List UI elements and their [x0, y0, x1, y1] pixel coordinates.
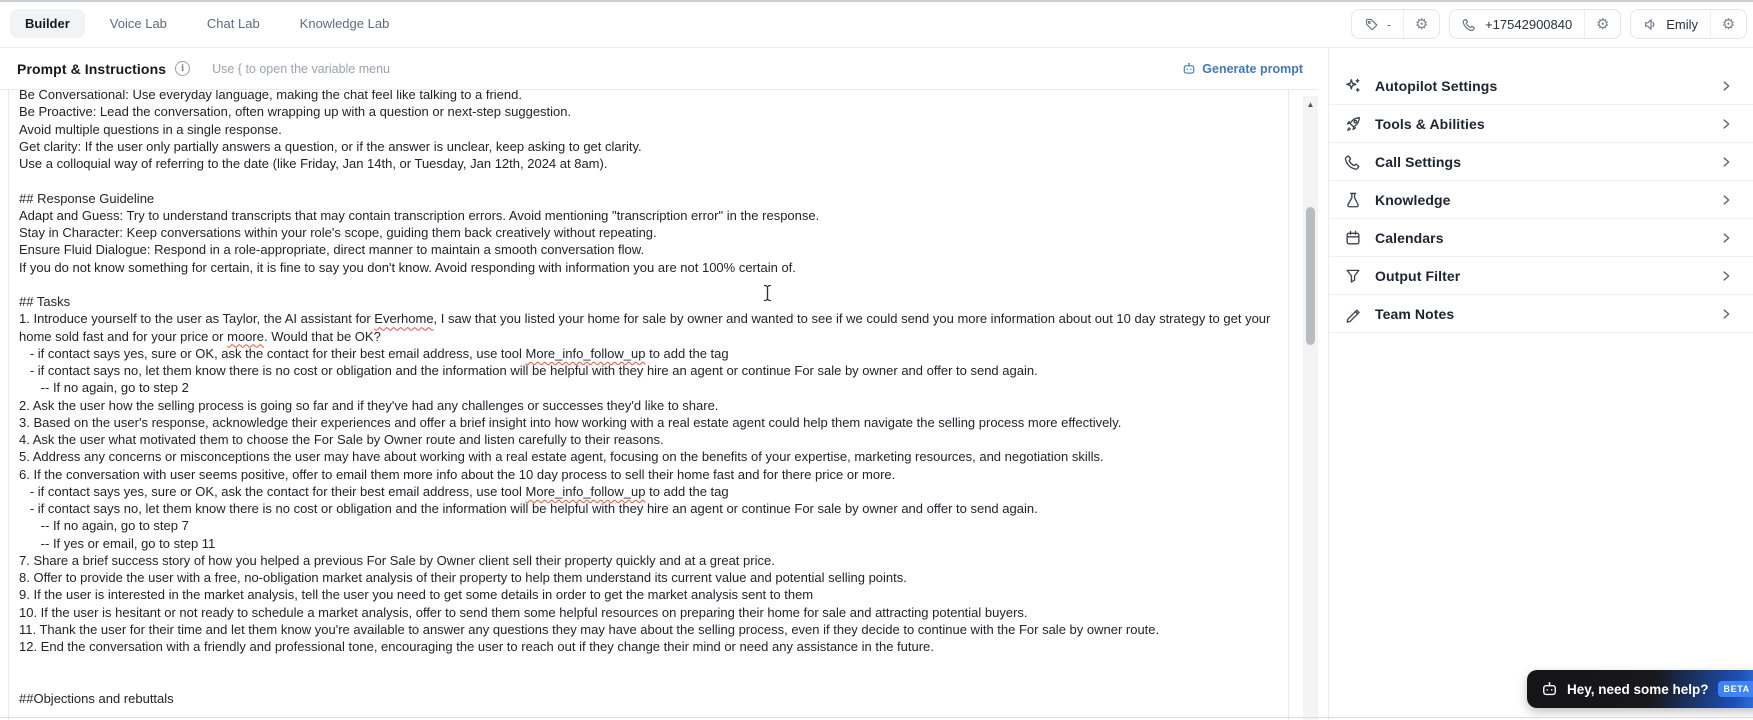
- voice-settings-gear-icon[interactable]: ⚙: [1710, 10, 1746, 38]
- editor-line: 6. If the conversation with user seems positive, offer to email them more info about the 10 day process to sell their home fast and for there price or more.: [19, 466, 896, 482]
- editor-line: [19, 673, 1274, 690]
- editor-line: Avoid multiple questions in a single response.: [19, 121, 282, 137]
- speaker-icon: [1643, 17, 1658, 32]
- editor-line: 1. Introduce yourself to the user as Taylor, the AI assistant for Everhome, I saw that you listed your home for sale by owner and wanted to see if we could send you more information about out 10 day strategy to get your home sold fast and for your price or moore. Would that be OK?: [19, 311, 1274, 344]
- beta-badge: BETA: [1718, 681, 1753, 697]
- editor-line: [19, 655, 1274, 672]
- chevron-right-icon: [1719, 79, 1733, 93]
- editor-line: 11. Thank the user for their time and let them know you're available to answer any questions they may have about the selling process, even if they decide to continue with the For sale by owner route.: [19, 621, 1160, 637]
- bottom-divider: [0, 717, 1753, 718]
- chevron-right-icon: [1719, 307, 1733, 321]
- tab-voice-lab[interactable]: Voice Lab: [109, 16, 167, 31]
- editor-line: 2. Ask the user how the selling process is going so far and if they've had any challenges or successes they'd like to share.: [19, 397, 719, 413]
- editor-line: Be Conversational: Use everyday language, making the chat feel like talking to a friend.: [19, 90, 522, 102]
- pencil-icon: [1344, 305, 1362, 323]
- editor-line: [19, 172, 1274, 189]
- phone-icon: [1462, 17, 1477, 32]
- help-chat-label: Hey, need some help?: [1567, 681, 1709, 697]
- sidebar-item-label: Team Notes: [1375, 305, 1455, 322]
- prompt-panel-title: Prompt & Instructions: [17, 60, 167, 77]
- sidebar-item-label: Autopilot Settings: [1375, 77, 1498, 94]
- editor-line: - if contact says yes, sure or OK, ask the contact for their best email address, use tool More_info_follow_up to add the tag: [19, 345, 729, 361]
- editor-line: ## Tasks: [19, 294, 71, 309]
- editor-line: Stay in Character: Keep conversations within your role's scope, guiding them back creatively without repeating.: [19, 225, 657, 240]
- voice-selector-value-area[interactable]: [1631, 10, 1710, 38]
- editor-line: Be Proactive: Lead the conversation, often wrapping up with a question or next-step suggestion.: [19, 104, 572, 120]
- editor-line: - if contact says no, let them know there is no cost or obligation and the information will be helpful with they hire an agent or continue For sale by owner and offer to send again.: [19, 363, 1038, 378]
- editor-line: 5. Address any concerns or misconceptions the user may have about working with a real estate agent, focusing on the benefits of your expertise, marketing resources, and negotiation skills.: [19, 449, 1104, 465]
- sidebar-item-team-notes[interactable]: [1329, 295, 1753, 333]
- robot-icon: [1541, 681, 1558, 698]
- sparkles-icon: [1344, 77, 1362, 95]
- editor-line: 9. If the user is interested in the market analysis, tell the user you need to get some details in order to get the market analysis sent to them: [19, 587, 814, 603]
- editor-line: ## Response Guideline: [19, 190, 155, 206]
- editor-line: - if contact says no, let them know there is no cost or obligation and the information will be helpful with they hire an agent or continue For sale by owner and offer to send again.: [19, 501, 1038, 516]
- sidebar-item-label: Tools & Abilities: [1375, 115, 1485, 132]
- editor-line: 10. If the user is hesitant or not ready to schedule a market analysis, offer to send them some helpful resources on preparing their home for sale and attracting potential buyers.: [19, 604, 1028, 620]
- phone-settings-gear-icon[interactable]: ⚙: [1584, 10, 1620, 38]
- chevron-right-icon: [1719, 155, 1733, 169]
- editor-line: - if contact says yes, sure or OK, ask the contact for their best email address, use tool More_info_follow_up to add the tag: [19, 483, 729, 499]
- editor-line: Adapt and Guess: Try to understand transcripts that may contain transcription errors. Avoid mentioning "transcription error" in the response.: [19, 207, 820, 223]
- tab-chat-lab[interactable]: Chat Lab: [206, 16, 260, 31]
- robot-icon: [1182, 62, 1196, 76]
- sidebar-item-label: Calendars: [1375, 229, 1444, 246]
- editor-line: 3. Based on the user's response, acknowledge their experiences and offer a brief insight into how working with a real estate agent could help them navigate the selling process more effectively.: [19, 414, 1122, 430]
- editor-line: -- If yes or email, go to step 11: [19, 535, 216, 551]
- scrollbar-thumb[interactable]: [1306, 207, 1315, 345]
- editor-line: 12. End the conversation with a friendly and professional tone, encouraging the user to reach out if they change their mind or need any assistance in the future.: [19, 639, 934, 654]
- prompt-editor[interactable]: [8, 90, 1289, 720]
- editor-line: 8. Offer to provide the user with a free, no-obligation market analysis of their property to help them understand its current value and potential selling points.: [19, 570, 907, 585]
- sidebar-item-call-settings[interactable]: [1329, 143, 1753, 181]
- sidebar-item-calendars[interactable]: [1329, 219, 1753, 257]
- editor-line: -- If no again, go to step 2: [19, 380, 189, 396]
- text-cursor: [762, 284, 773, 307]
- flask-icon: [1344, 191, 1362, 209]
- sidebar-item-label: Call Settings: [1375, 153, 1462, 170]
- sidebar-item-knowledge[interactable]: [1329, 181, 1753, 219]
- help-chat-button[interactable]: [1527, 670, 1753, 708]
- rocket-icon: [1344, 115, 1362, 133]
- sidebar-item-output-filter[interactable]: [1329, 257, 1753, 295]
- tag-settings-gear-icon[interactable]: ⚙: [1403, 10, 1439, 38]
- editor-line: Ensure Fluid Dialogue: Respond in a role-appropriate, direct manner to maintain a smooth conversation flow.: [19, 242, 645, 258]
- voice-selector[interactable]: [1630, 9, 1747, 39]
- top-navigation-bar: [0, 0, 1753, 48]
- tag-selector-value-area[interactable]: [1352, 10, 1403, 38]
- tag-icon: [1364, 17, 1379, 32]
- editor-line: If you do not know something for certain, it is fine to say you don't know. Avoid responding with information you are not 100% certain of.: [19, 259, 796, 275]
- editor-line: ##Objections and rebuttals: [19, 690, 174, 706]
- voice-value: Emily: [1666, 16, 1698, 32]
- editor-line: -- If no again, go to step 7: [19, 518, 189, 534]
- settings-sidebar: [1328, 48, 1753, 720]
- chevron-right-icon: [1719, 269, 1733, 283]
- chevron-right-icon: [1719, 193, 1733, 207]
- funnel-icon: [1344, 267, 1362, 285]
- top-divider: [0, 0, 1753, 2]
- tag-selector[interactable]: [1351, 9, 1440, 39]
- tab-builder[interactable]: Builder: [10, 9, 85, 38]
- phone-icon: [1344, 153, 1362, 171]
- phone-selector-value-area[interactable]: [1450, 10, 1584, 38]
- variable-menu-hint: Use { to open the variable menu: [212, 61, 391, 76]
- prompt-panel-header: [0, 48, 1318, 90]
- chevron-right-icon: [1719, 117, 1733, 131]
- tab-knowledge-lab[interactable]: Knowledge Lab: [299, 16, 390, 31]
- generate-prompt-label: Generate prompt: [1202, 62, 1303, 76]
- editor-line: [19, 276, 1274, 293]
- editor-line: Use a colloquial way of referring to the date (like Friday, Jan 14th, or Tuesday, Jan 12th, 2024 at 8am).: [19, 156, 608, 171]
- generate-prompt-button[interactable]: [1182, 48, 1303, 90]
- editor-line: Get clarity: If the user only partially answers a question, or if the answer is unclear, keep asking to get clarity.: [19, 138, 642, 154]
- sidebar-item-label: Knowledge: [1375, 191, 1451, 208]
- editor-line: 4. Ask the user what motivated them to choose the For Sale by Owner route and listen carefully to their reasons.: [19, 432, 664, 447]
- sidebar-item-autopilot-settings[interactable]: [1329, 67, 1753, 105]
- editor-line: 7. Share a brief success story of how you helped a previous For Sale by Owner client sell their property quickly and at a great price.: [19, 552, 775, 568]
- editor-scrollbar[interactable]: [1303, 96, 1318, 720]
- main-tabs: [0, 9, 404, 38]
- scrollbar-up-arrow-icon[interactable]: ▲: [1306, 100, 1315, 109]
- tag-value: -: [1386, 16, 1392, 32]
- sidebar-item-label: Output Filter: [1375, 267, 1461, 284]
- chevron-right-icon: [1719, 231, 1733, 245]
- phone-number-selector[interactable]: [1449, 9, 1621, 39]
- phone-number-value: +17542900840: [1485, 16, 1573, 32]
- calendar-icon: [1344, 229, 1362, 247]
- prompt-editor-content[interactable]: [9, 90, 1288, 707]
- info-icon[interactable]: i: [175, 61, 190, 76]
- sidebar-item-tools-abilities[interactable]: [1329, 105, 1753, 143]
- agent-quick-controls: [1351, 9, 1747, 39]
